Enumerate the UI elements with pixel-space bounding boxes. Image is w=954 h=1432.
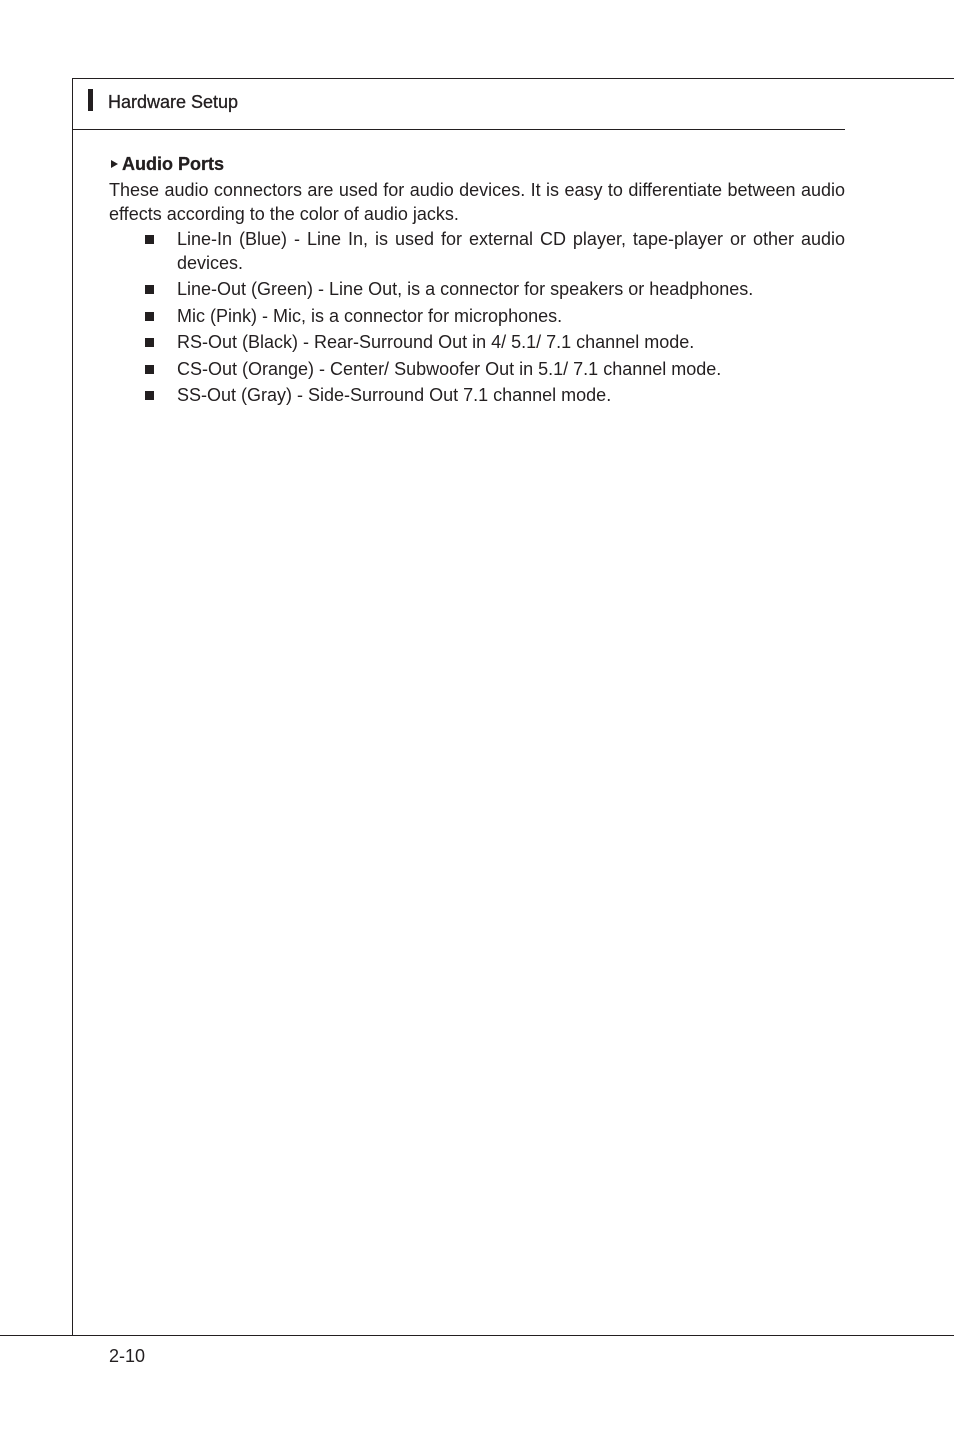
- square-bullet-icon: [145, 312, 154, 321]
- square-bullet-icon: [145, 338, 154, 347]
- square-bullet-icon: [145, 365, 154, 374]
- frame-bottom-line: [0, 1335, 954, 1336]
- list-item: [109, 278, 845, 302]
- list-item: [109, 305, 845, 329]
- page-header-title: Hardware Setup: [108, 92, 239, 112]
- list-item-text: SS-Out (Gray) - Side-Surround Out 7.1 channel mode.: [177, 385, 612, 405]
- list-item-text: Line-In (Blue) - Line In, is used for external CD player, tape-player or other audio devices.: [177, 229, 845, 273]
- frame-left-line: [72, 78, 73, 1335]
- section-intro: These audio connectors are used for audio devices. It is easy to differentiate between audio effects according to the color of audio jacks.: [109, 180, 845, 224]
- square-bullet-icon: [145, 235, 154, 244]
- square-bullet-icon: [145, 285, 154, 294]
- list-item-text: CS-Out (Orange) - Center/ Subwoofer Out in 5.1/ 7.1 channel mode.: [177, 358, 722, 379]
- section-heading: [109, 152, 845, 176]
- page-number: 2-10: [109, 1346, 146, 1366]
- list-item: [109, 358, 845, 382]
- list-item-text: Mic (Pink) - Mic, is a connector for microphones.: [177, 305, 563, 326]
- header-rule: [72, 129, 845, 130]
- triangle-arrow-icon: [111, 160, 118, 168]
- audio-port-list: [109, 228, 845, 408]
- list-item-text: Line-Out (Green) - Line Out, is a connector for speakers or headphones.: [177, 279, 754, 299]
- header-marker-bar: [88, 89, 93, 111]
- main-content: [109, 152, 845, 411]
- list-item: [109, 331, 845, 355]
- list-item: [109, 384, 845, 408]
- frame-top-line: [72, 78, 954, 79]
- list-item: [109, 228, 845, 275]
- list-item-text: RS-Out (Black) - Rear-Surround Out in 4/ 5.1/ 7.1 channel mode.: [177, 332, 695, 352]
- square-bullet-icon: [145, 391, 154, 400]
- section-heading-text: Audio Ports: [122, 154, 224, 174]
